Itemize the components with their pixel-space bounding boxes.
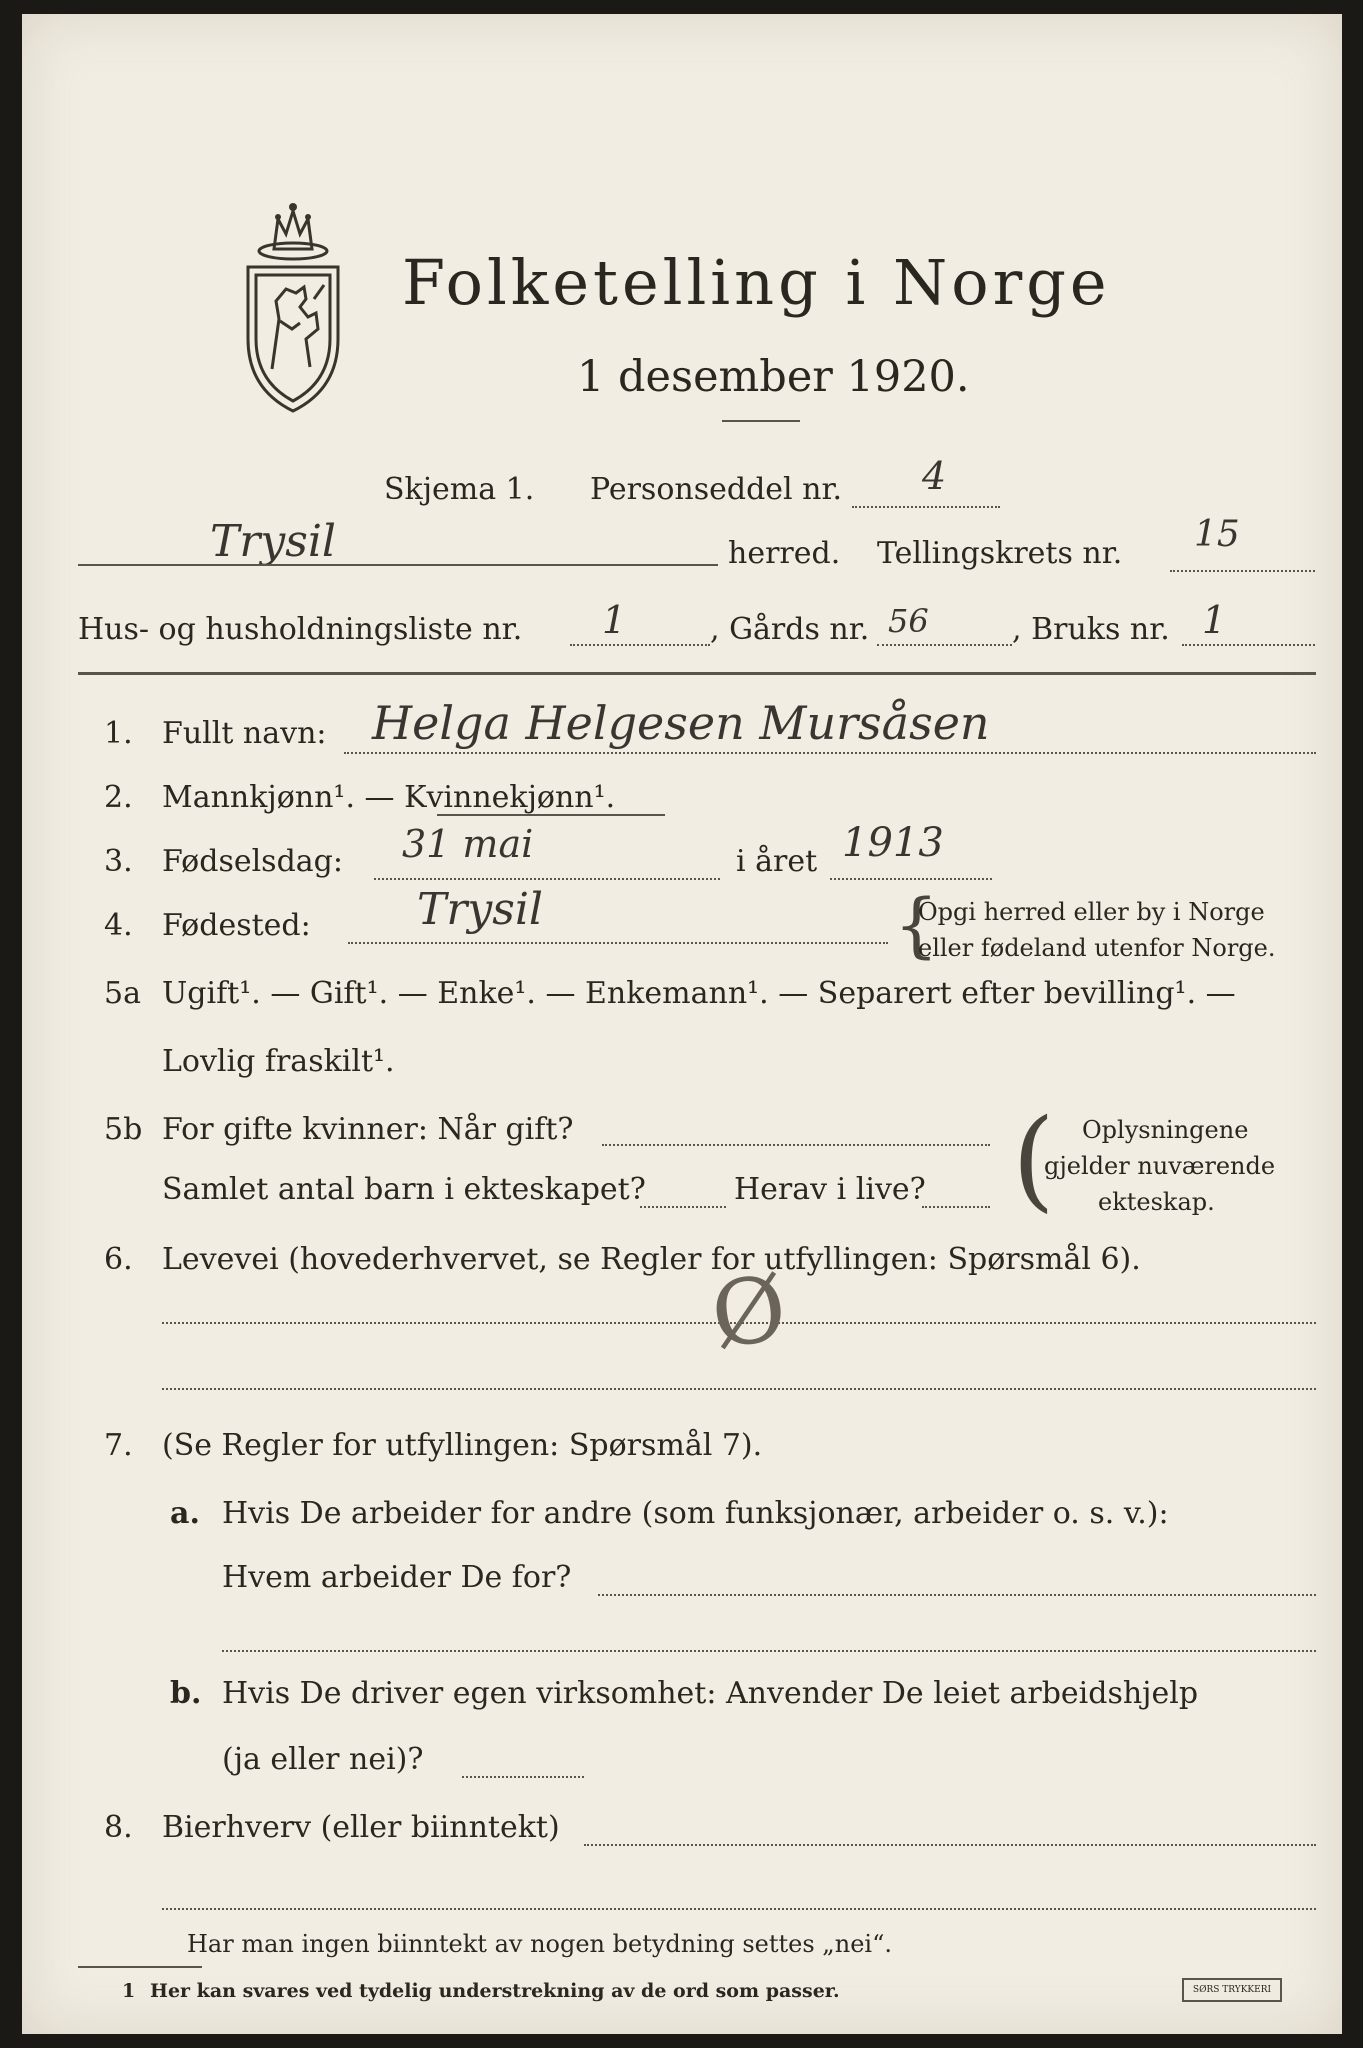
q5a-number: 5a	[104, 976, 141, 1011]
q7b-letter: b.	[170, 1676, 202, 1711]
birthplace-value[interactable]: Trysil	[417, 884, 543, 935]
birth-year-value[interactable]: 1913	[842, 820, 944, 866]
marital-status-label: Ugift¹. — Gift¹. — Enke¹. — Enkemann¹. — Separert efter bevilling¹. —	[162, 976, 1236, 1011]
census-date: 1 desember 1920.	[577, 352, 970, 402]
q6-number: 6.	[104, 1242, 133, 1277]
side-income-note: Har man ingen biinntekt av nogen betydning settes „nei“.	[187, 1930, 892, 1958]
q7a-letter: a.	[170, 1496, 200, 1531]
children-alive-label: Herav i live?	[734, 1172, 926, 1207]
husholdningsliste-value[interactable]: 1	[602, 598, 627, 642]
footnote-text: Her kan svares ved tydelig understrekning av de ord som passer.	[150, 1980, 840, 2002]
bruks-value[interactable]: 1	[1202, 598, 1227, 642]
q8-number: 8.	[104, 1810, 133, 1845]
birthday-label: Fødselsdag:	[162, 844, 343, 879]
tellingskrets-value[interactable]: 15	[1194, 514, 1240, 555]
printer-stamp	[1182, 1978, 1282, 2002]
birthplace-note-line2: eller fødeland utenfor Norge.	[918, 934, 1276, 962]
employer-label: Hvem arbeider De for?	[222, 1560, 572, 1595]
q7-number: 7.	[104, 1428, 133, 1463]
herred-label: herred.	[728, 536, 841, 571]
q1-number: 1.	[104, 716, 133, 751]
personseddel-label: Personseddel nr.	[590, 472, 843, 507]
full-name-value[interactable]: Helga Helgesen Mursåsen	[372, 696, 990, 750]
marriage-note-line2: gjelder nuværende	[1044, 1152, 1276, 1180]
sex-label: Mannkjønn¹. — Kvinnekjønn¹.	[162, 780, 616, 815]
occupation-label: Levevei (hovederhvervet, se Regler for utfyllingen: Spørsmål 6).	[162, 1242, 1141, 1277]
skjema-label: Skjema 1.	[384, 472, 535, 507]
title-divider	[722, 420, 800, 422]
birth-year-label: i året	[736, 844, 818, 879]
census-form-page	[22, 14, 1342, 2034]
section-divider	[78, 672, 1316, 675]
q3-number: 3.	[104, 844, 133, 879]
birthday-value[interactable]: 31 mai	[402, 822, 534, 866]
husholdningsliste-label: Hus- og husholdningsliste nr.	[78, 612, 523, 647]
footnote-mark: 1	[122, 1980, 136, 2002]
gards-value[interactable]: 56	[888, 602, 929, 640]
children-count-label: Samlet antal barn i ekteskapet?	[162, 1172, 646, 1207]
printer-stamp-text: SØRS TRYKKERI	[1192, 1985, 1272, 1995]
marriage-note-brace: (	[1012, 1095, 1055, 1223]
q7b-label: Hvis De driver egen virksomhet: Anvender De leiet arbeidshjelp	[222, 1676, 1199, 1711]
marital-status-label-2: Lovlig fraskilt¹.	[162, 1044, 395, 1079]
gards-label: , Gårds nr.	[710, 612, 870, 647]
birthplace-note-brace: {	[894, 884, 939, 966]
herred-value[interactable]: Trysil	[210, 516, 336, 567]
bruks-label: , Bruks nr.	[1012, 612, 1170, 647]
full-name-label: Fullt navn:	[162, 716, 327, 751]
side-income-label: Bierhverv (eller biinntekt)	[162, 1810, 560, 1845]
tellingskrets-label: Tellingskrets nr.	[877, 536, 1123, 571]
q5b-number: 5b	[104, 1112, 143, 1147]
q7-label: (Se Regler for utfyllingen: Spørsmål 7).	[162, 1428, 763, 1463]
q2-number: 2.	[104, 780, 133, 815]
occupation-value[interactable]: Ø	[705, 1255, 793, 1370]
personseddel-value[interactable]: 4	[922, 454, 947, 498]
marriage-note-line1: Oplysningene	[1082, 1116, 1249, 1144]
birthplace-note-line1: Opgi herred eller by i Norge	[918, 898, 1265, 926]
q4-number: 4.	[104, 908, 133, 943]
form-title: Folketelling i Norge	[402, 246, 1111, 319]
q7a-label: Hvis De arbeider for andre (som funksjonær, arbeider o. s. v.):	[222, 1496, 1169, 1531]
birthplace-label: Fødested:	[162, 908, 311, 943]
marriage-note-line3: ekteskap.	[1098, 1188, 1215, 1216]
kvinnekjonn-underline	[437, 814, 665, 816]
hired-help-label: (ja eller nei)?	[222, 1742, 424, 1777]
norway-coat-of-arms-icon	[234, 189, 352, 419]
married-when-label: For gifte kvinner: Når gift?	[162, 1112, 574, 1147]
